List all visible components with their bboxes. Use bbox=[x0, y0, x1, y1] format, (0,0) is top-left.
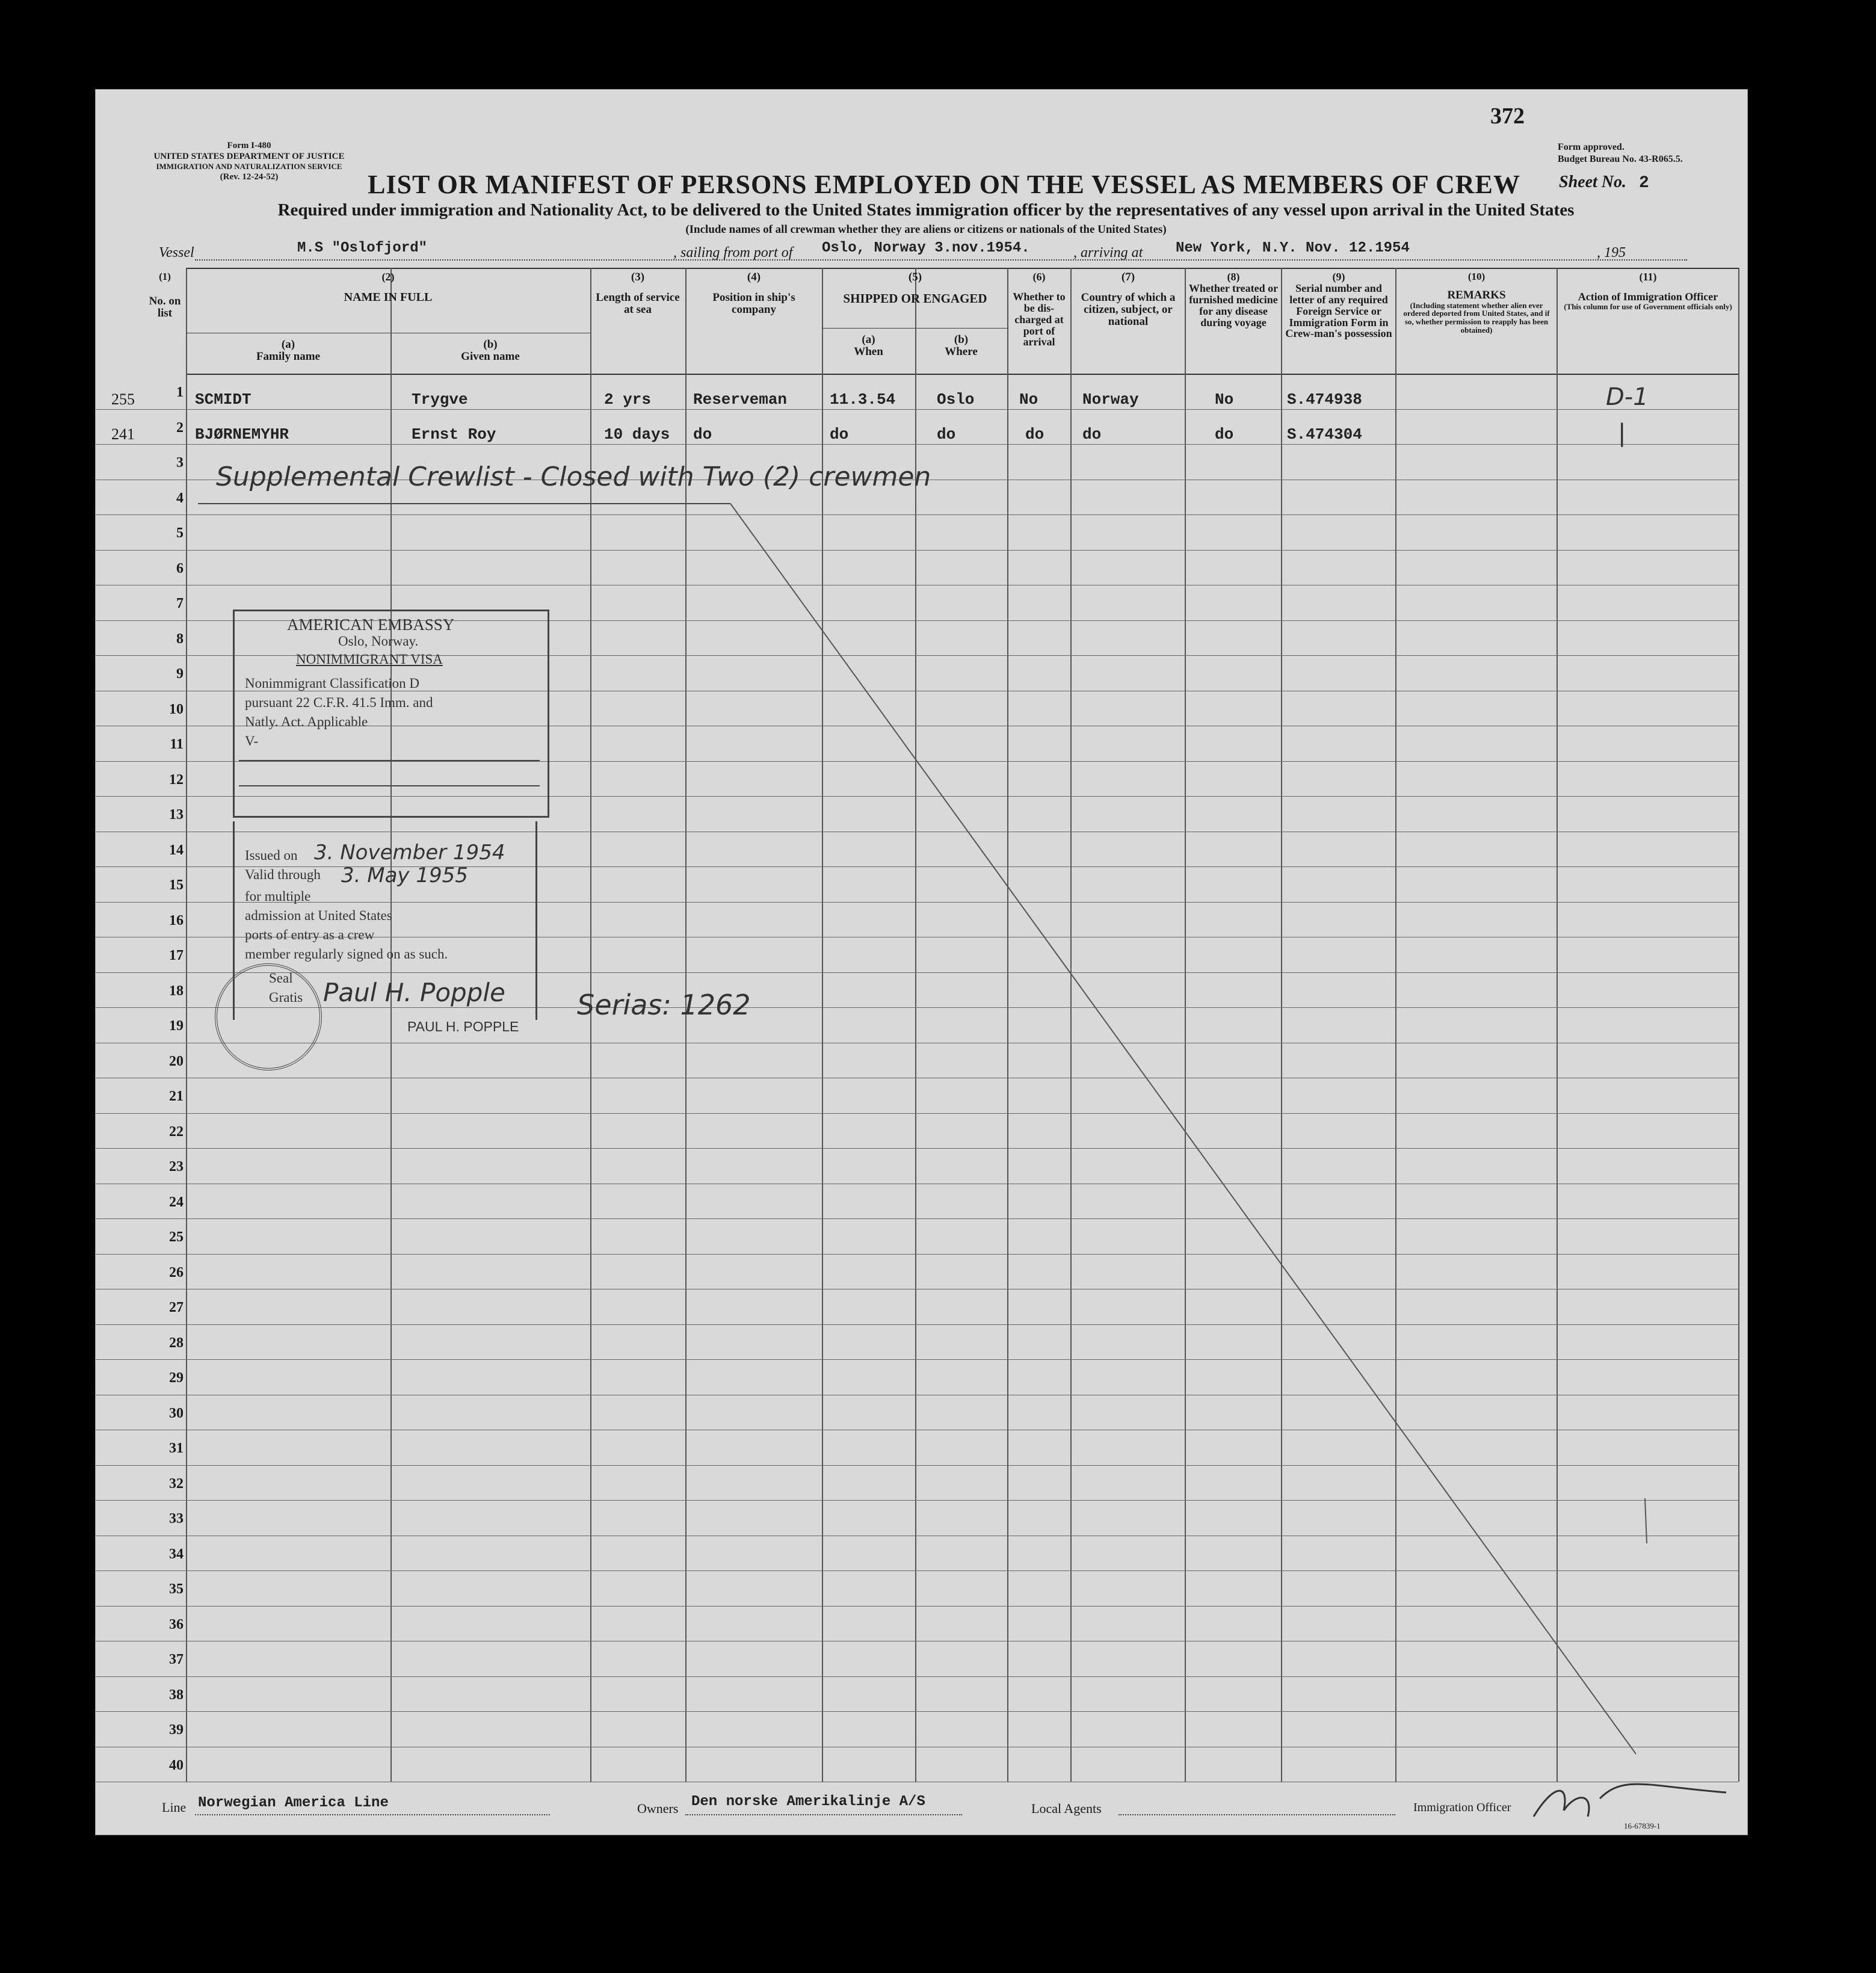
stamp-issued-date: 3. November 1954 bbox=[314, 841, 505, 865]
col2-num: (2) bbox=[381, 271, 395, 283]
row-number: 37 bbox=[169, 1652, 184, 1667]
embassy-stamp bbox=[233, 610, 551, 1055]
arriving-label: , arriving at bbox=[1073, 245, 1143, 261]
page-subtitle: Required under immigration and Nationality Act, to be delivered to the United States immigration officer by the representatives of any vessel upon arrival in the United States bbox=[277, 200, 1575, 220]
row-number: 29 bbox=[169, 1370, 184, 1386]
form-code: 16-67839-1 bbox=[1624, 1821, 1661, 1830]
col6-label: Whether to be dis-charged at port of arrival bbox=[1013, 290, 1066, 348]
officer-signature bbox=[1528, 1774, 1732, 1829]
manifest-sheet bbox=[95, 89, 1748, 1835]
vessel-label: Vessel bbox=[159, 245, 194, 261]
shipped-when: 11.3.54 bbox=[830, 391, 896, 409]
row-number: 36 bbox=[169, 1616, 184, 1632]
form-service: IMMIGRATION AND NATURALIZATION SERVICE bbox=[156, 162, 342, 171]
serial-number: S.474938 bbox=[1287, 391, 1362, 409]
stamp-line: member regularly signed on as such. bbox=[245, 946, 448, 962]
row-number: 16 bbox=[169, 912, 184, 928]
row-number: 7 bbox=[176, 596, 184, 611]
vessel-name: M.S "Oslofjord" bbox=[297, 240, 428, 256]
page-subnote: (Include names of all crewman whether they are aliens or citizens or nationals of the United States) bbox=[685, 223, 1167, 236]
col1-num: (1) bbox=[159, 271, 171, 282]
stamp-signer: PAUL H. POPPLE bbox=[407, 1019, 519, 1034]
year-suffix: , 195 bbox=[1597, 245, 1626, 261]
shipped-where: Oslo bbox=[937, 391, 975, 409]
row-number: 5 bbox=[176, 525, 184, 541]
given-name: Trygve bbox=[412, 391, 468, 409]
col5a-num: (a) bbox=[862, 333, 875, 346]
row-number: 40 bbox=[169, 1757, 184, 1773]
row-number: 23 bbox=[169, 1159, 184, 1175]
col5a-label: When bbox=[854, 345, 883, 358]
col10-num: (10) bbox=[1467, 271, 1486, 282]
arriving-port: New York, N.Y. Nov. 12.1954 bbox=[1176, 240, 1410, 256]
row-number: 9 bbox=[176, 666, 184, 682]
col8-label: Whether treated or furnished medicine for any disease during voyage bbox=[1188, 282, 1279, 329]
row-number: 27 bbox=[169, 1300, 184, 1315]
treated: No bbox=[1215, 391, 1234, 409]
form-revision: (Rev. 12-24-52) bbox=[220, 171, 279, 182]
row-number: 17 bbox=[169, 948, 184, 963]
row-number: 39 bbox=[169, 1722, 184, 1738]
row-number: 38 bbox=[169, 1687, 184, 1703]
officer-action: | bbox=[1618, 419, 1626, 447]
row-number: 28 bbox=[169, 1335, 184, 1351]
row-number: 35 bbox=[169, 1581, 184, 1597]
serial-number: S.474304 bbox=[1287, 425, 1362, 443]
sailing-label: , sailing from port of bbox=[673, 245, 793, 261]
row-number: 6 bbox=[176, 560, 184, 576]
col10-sub: (Including statement whether alien ever ordered deported from United States, and if so, whether permission to reapply has been obtained) bbox=[1403, 300, 1550, 335]
given-name: Ernst Roy bbox=[412, 425, 496, 443]
row-number: 31 bbox=[169, 1440, 184, 1456]
family-name: SCMIDT bbox=[195, 391, 251, 409]
approval-text: Form approved. bbox=[1558, 142, 1625, 152]
col11-label: Action of Immigration Officer bbox=[1578, 290, 1718, 303]
stamp-visa: NONIMMIGRANT VISA bbox=[296, 652, 443, 667]
serial-note: Serias: 1262 bbox=[577, 989, 751, 1021]
row-number: 20 bbox=[169, 1053, 184, 1069]
form-id-block bbox=[150, 140, 348, 182]
col8-num: (8) bbox=[1227, 271, 1240, 283]
row-number: 13 bbox=[169, 807, 184, 823]
row-number: 10 bbox=[169, 701, 184, 717]
officer-action: D-1 bbox=[1606, 383, 1649, 411]
stamp-line: V- bbox=[245, 733, 259, 749]
row-number: 18 bbox=[169, 983, 184, 999]
row-number: 1 bbox=[176, 384, 184, 400]
row-number: 11 bbox=[170, 736, 184, 752]
row-number: 2 bbox=[176, 419, 184, 436]
budget-number: Budget Bureau No. 43-R065.5. bbox=[1558, 154, 1683, 164]
row-number: 4 bbox=[176, 490, 184, 506]
stamp-line: pursuant 22 C.F.R. 41.5 Imm. and bbox=[245, 695, 433, 710]
col5-num: (5) bbox=[908, 271, 922, 283]
row-number: 15 bbox=[169, 877, 184, 893]
vessel-line bbox=[159, 240, 1723, 264]
col3-label: Length of service at sea bbox=[596, 291, 680, 316]
discharged: do bbox=[1025, 425, 1044, 443]
stamp-line: admission at United States bbox=[245, 908, 392, 923]
col1-label: No. on list bbox=[149, 294, 181, 320]
country: Norway bbox=[1082, 391, 1139, 409]
shipped-when: do bbox=[830, 425, 849, 443]
signature: Paul H. Popple bbox=[323, 978, 505, 1007]
row-number: 19 bbox=[169, 1018, 184, 1034]
col5b-label: Where bbox=[945, 345, 978, 358]
crew-table bbox=[96, 268, 1747, 1782]
row-number: 8 bbox=[176, 631, 184, 647]
handwritten-note: Supplemental Crewlist - Closed with Two (2) crewmen bbox=[216, 462, 931, 492]
row-number: 33 bbox=[169, 1511, 184, 1527]
stamp-line: for multiple bbox=[245, 889, 311, 904]
sheet-number: 2 bbox=[1639, 174, 1649, 193]
form-department: UNITED STATES DEPARTMENT OF JUSTICE bbox=[153, 152, 345, 161]
sheet-number-block bbox=[1559, 173, 1649, 193]
col2b-num: (b) bbox=[483, 338, 498, 351]
stamp-city: Oslo, Norway. bbox=[338, 634, 419, 649]
col2-label: NAME IN FULL bbox=[344, 290, 433, 304]
col2a-num: (a) bbox=[281, 338, 295, 351]
discharged: No bbox=[1019, 391, 1038, 409]
row-number: 25 bbox=[169, 1229, 184, 1245]
col4-num: (4) bbox=[747, 271, 761, 283]
row-number: 30 bbox=[169, 1405, 184, 1421]
row-number: 34 bbox=[169, 1546, 184, 1562]
col4-label: Position in ship's company bbox=[712, 291, 795, 316]
stamp-valid-date: 3. May 1955 bbox=[341, 863, 468, 888]
margin-number: 241 bbox=[111, 425, 135, 443]
col5b-num: (b) bbox=[954, 333, 969, 346]
agents-label: Local Agents bbox=[1031, 1801, 1102, 1816]
form-number: Form I-480 bbox=[227, 141, 271, 150]
col2a-label: Family name bbox=[256, 350, 321, 363]
treated: do bbox=[1215, 425, 1234, 443]
stamp-line: Natly. Act. Applicable bbox=[245, 714, 368, 729]
col3-num: (3) bbox=[631, 271, 645, 283]
sailing-port: Oslo, Norway 3.nov.1954. bbox=[822, 240, 1030, 256]
service-length: 10 days bbox=[604, 425, 670, 443]
stamp-valid-label: Valid through bbox=[245, 867, 321, 882]
page-title: LIST OR MANIFEST OF PERSONS EMPLOYED ON THE VESSEL AS MEMBERS OF CREW bbox=[368, 170, 1520, 199]
col7-num: (7) bbox=[1121, 271, 1135, 283]
row-number: 26 bbox=[169, 1264, 184, 1280]
page-number: 372 bbox=[1490, 103, 1525, 129]
row-number: 32 bbox=[169, 1475, 184, 1492]
stamp-line: Nonimmigrant Classification D bbox=[245, 676, 420, 691]
col11-num: (11) bbox=[1639, 271, 1657, 283]
footer bbox=[162, 1792, 1738, 1829]
line-value: Norwegian America Line bbox=[198, 1795, 389, 1811]
line-label: Line bbox=[162, 1800, 187, 1815]
stamp-header: AMERICAN EMBASSY bbox=[287, 616, 455, 634]
country: do bbox=[1082, 425, 1102, 443]
position: Reserveman bbox=[693, 391, 788, 409]
col9-num: (9) bbox=[1332, 271, 1345, 283]
col10-label: REMARKS bbox=[1447, 288, 1506, 301]
stamp-gratis-label: Gratis bbox=[269, 990, 303, 1005]
service-length: 2 yrs bbox=[604, 391, 652, 409]
stamp-issued-label: Issued on bbox=[245, 848, 298, 863]
stamp-line: ports of entry as a crew bbox=[245, 927, 375, 942]
form-approval bbox=[1558, 141, 1683, 165]
owners-label: Owners bbox=[637, 1801, 679, 1816]
col5-label: SHIPPED OR ENGAGED bbox=[843, 291, 987, 306]
sheet-label: Sheet No. bbox=[1559, 173, 1626, 191]
embassy-seal bbox=[215, 963, 322, 1070]
position: do bbox=[693, 425, 712, 443]
col2b-label: Given name bbox=[461, 350, 520, 363]
row-number: 12 bbox=[169, 771, 184, 788]
col11-sub: (This column for use of Government officials only) bbox=[1564, 301, 1732, 311]
col7-label: Country of which a citizen, subject, or national bbox=[1081, 291, 1176, 328]
col6-num: (6) bbox=[1032, 271, 1046, 283]
row-number: 14 bbox=[169, 842, 184, 858]
family-name: BJØRNEMYHR bbox=[195, 425, 289, 443]
officer-label: Immigration Officer bbox=[1413, 1801, 1511, 1814]
col9-label: Serial number and letter of any required Foreign Service or Immigration Form in Crew-man's possession bbox=[1285, 282, 1392, 340]
margin-number: 255 bbox=[111, 391, 135, 408]
shipped-where: do bbox=[937, 425, 956, 443]
row-number: 24 bbox=[169, 1194, 184, 1210]
row-number: 21 bbox=[169, 1088, 184, 1104]
stamp-seal-label: Seal bbox=[269, 971, 293, 986]
row-number: 22 bbox=[169, 1123, 184, 1140]
owners-value: Den norske Amerikalinje A/S bbox=[691, 1794, 925, 1810]
row-number: 3 bbox=[176, 455, 184, 471]
